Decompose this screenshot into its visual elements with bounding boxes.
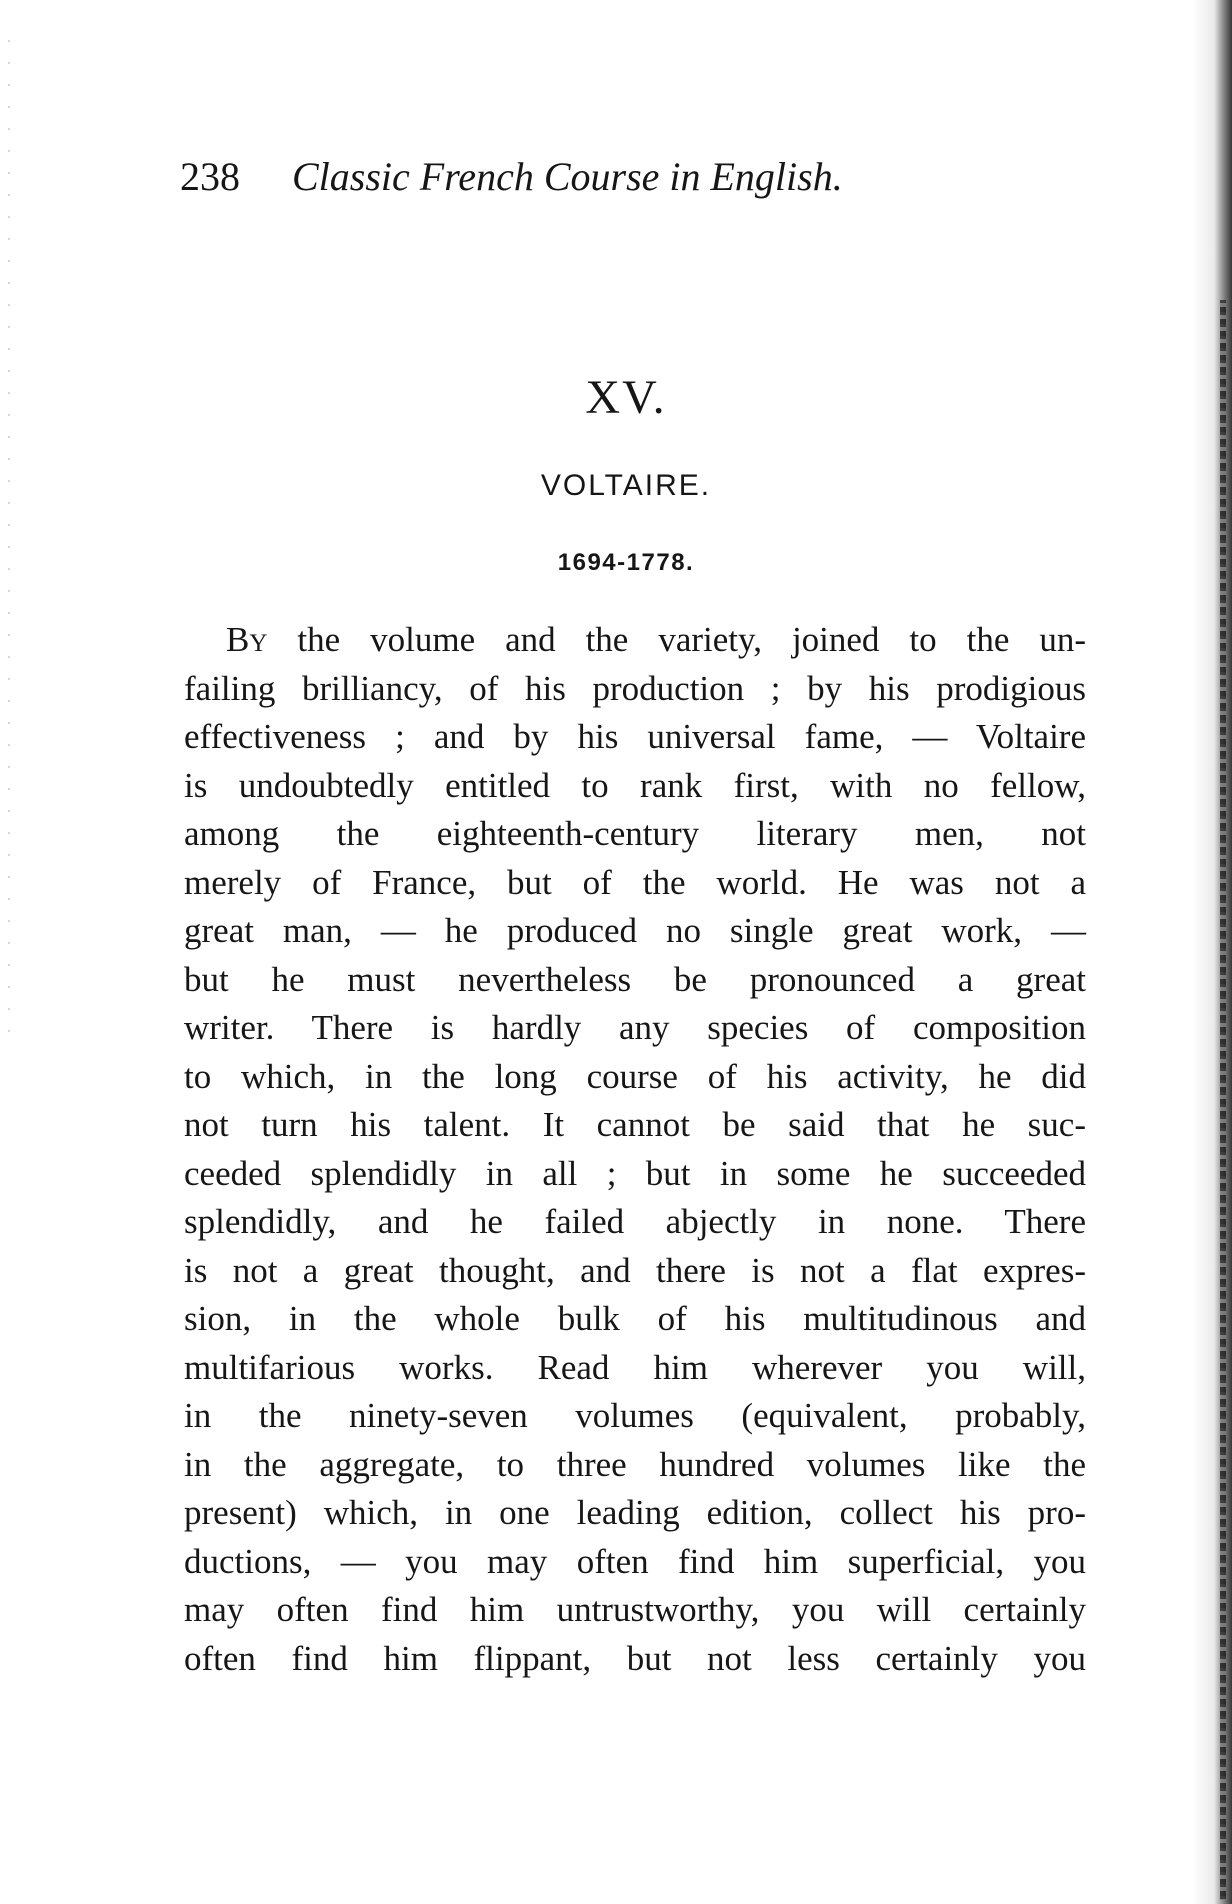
text-line: in the aggregate, to three hundred volumes like the	[184, 1444, 1086, 1484]
text-line: may often find him untrustworthy, you will certainly	[184, 1590, 1086, 1629]
text-line: sion, in the whole bulk of his multitudinous and	[184, 1299, 1086, 1338]
text-line: writer. There is hardly any species of composition	[184, 1008, 1086, 1047]
text-line	[184, 616, 1086, 665]
page-number: 238	[180, 154, 240, 199]
text-line: splendidly, and he failed abjectly in none. There	[184, 1202, 1086, 1241]
lead-word: By	[226, 620, 268, 659]
text-line: is not a great thought, and there is not a flat expres-	[184, 1250, 1086, 1290]
text-line: is undoubtedly entitled to rank first, with no fellow,	[184, 765, 1086, 805]
text-line: great man, — he produced no single great work, —	[184, 911, 1086, 950]
text-line: to which, in the long course of his activity, he did	[184, 1056, 1086, 1096]
scan-binding-streak	[1220, 300, 1226, 1900]
text-line: not turn his talent. It cannot be said that he suc-	[184, 1105, 1086, 1144]
text-line: but he must nevertheless be pronounced a great	[184, 959, 1086, 999]
text-line: present) which, in one leading edition, collect his pro-	[184, 1493, 1086, 1532]
text-line: ceeded splendidly in all ; but in some he succeeded	[184, 1153, 1086, 1193]
text-line-content: the volume and the variety, joined to the un-	[267, 620, 1086, 659]
text-line: failing brilliancy, of his production ; by his prodigious	[184, 668, 1086, 708]
chapter-dates: 1694-1778.	[557, 549, 695, 576]
chapter-title: VOLTAIRE.	[540, 469, 712, 502]
text-line: among the eighteenth-century literary men, not	[184, 814, 1086, 853]
text-line: effectiveness ; and by his universal fame, — Voltaire	[184, 717, 1086, 756]
text-line: in the ninety-seven volumes (equivalent, probably,	[184, 1396, 1086, 1435]
text-line: merely of France, but of the world. He was not a	[184, 862, 1086, 902]
text-line: ductions, — you may often find him superficial, you	[184, 1541, 1086, 1581]
scan-edge-right	[1192, 0, 1232, 1904]
scan-edge-left	[8, 40, 10, 1040]
text-line: multifarious works. Read him wherever you will,	[184, 1347, 1086, 1387]
running-title: Classic French Course in English.	[292, 154, 843, 199]
chapter-number: XV.	[585, 371, 667, 424]
body-paragraph	[184, 616, 1086, 1683]
text-line: often find him flippant, but not less certainly you	[184, 1638, 1086, 1678]
running-head	[180, 152, 1080, 202]
